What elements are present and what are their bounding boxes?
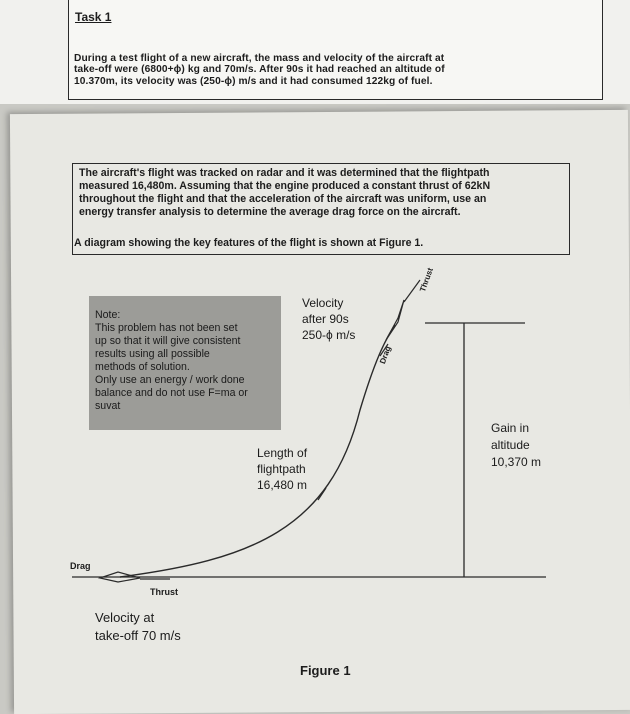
intro-line-3: throughout the flight and that the acceleration of the aircraft was uniform, use an [79,193,487,205]
task-line-1: During a test flight of a new aircraft, the mass and velocity of the aircraft at [74,53,445,64]
task-title: Task 1 [75,10,112,24]
intro-line-4: energy transfer analysis to determine the average drag force on the aircraft. [79,206,461,218]
velocity-start-label-1: Velocity at [95,610,155,625]
intro-line-1: The aircraft's flight was tracked on radar and it was determined that the flightpath [79,167,490,179]
note-line-2: This problem has not been set [95,322,238,334]
note-line-6: Only use an energy / work done [95,374,245,386]
velocity-start-label-2: take-off 70 m/s [95,628,181,643]
figure-caption: Figure 1 [300,663,351,678]
note-line-8: suvat [95,400,121,412]
note-line-4: results using all possible [95,348,210,360]
flightpath-label-1: Length of [257,446,308,460]
diagram-intro-sentence: A diagram showing the key features of the flight is shown at Figure 1. [74,237,424,249]
velocity-end-label-3: 250-ϕ m/s [302,328,356,342]
altitude-label-3: 10,370 m [491,455,542,469]
note-box [89,296,281,430]
note-line-7: balance and do not use F=ma or [95,387,248,399]
drag-label-bottom: Drag [70,561,91,571]
altitude-label-2: altitude [491,438,530,452]
velocity-end-label-2: after 90s [302,312,349,326]
task-line-3: 10.370m, its velocity was (250-ϕ) m/s and it had consumed 122kg of fuel. [74,76,433,87]
drag-label-top: Drag [378,344,393,366]
flightpath-label-3: 16,480 m [257,478,308,492]
note-line-3: up so that it will give consistent [95,335,241,347]
intro-line-2: measured 16,480m. Assuming that the engine produced a constant thrust of 62kN [79,180,491,192]
altitude-label-1: Gain in [491,421,530,435]
task-line-2: take-off were (6800+ϕ) kg and 70m/s. After 90s it had reached an altitude of [74,64,445,75]
velocity-end-label-1: Velocity [302,296,344,310]
flightpath-pointer [318,488,326,500]
thrust-label-top: Thrust [418,266,435,294]
note-line-1: Note: [95,309,121,321]
flightpath-label-2: flightpath [257,462,306,476]
note-line-5: methods of solution. [95,361,190,373]
thrust-label-bottom: Thrust [150,587,178,597]
